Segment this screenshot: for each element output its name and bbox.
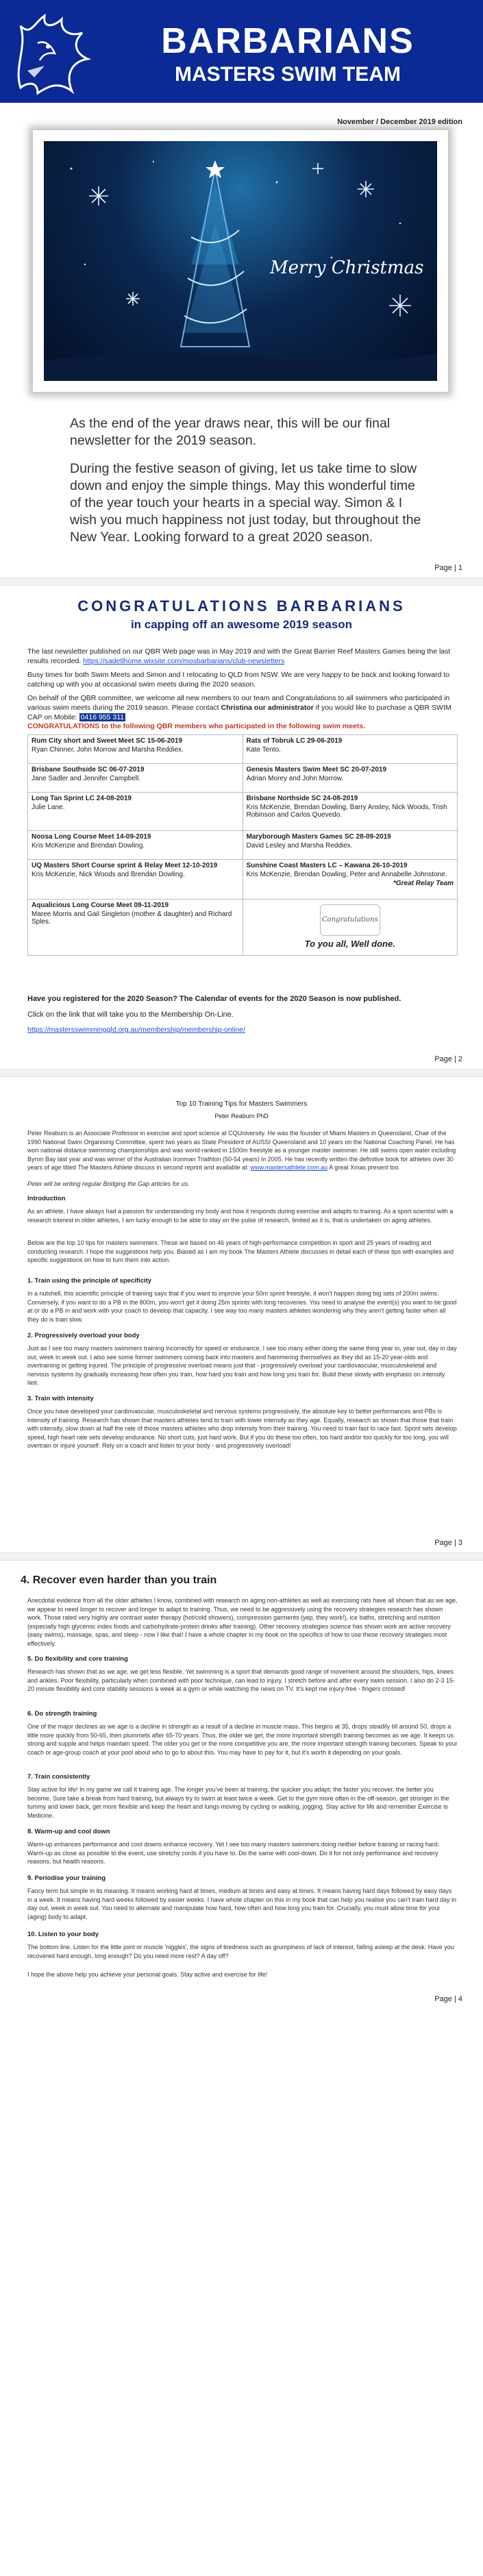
tip-3-text: Once you have developed your cardiovascular, musculoskeletal and nervous systems progressively, the absolute key to better performances and PBs is intensity of training. Research has shown that masters athletes tend to train with lower intensity as they age. Equally, research as shown that those that train with intensity, slow down at half the rate of those masters athletes who drop intensity from their training. You need to train fast to race fast. Sprint sets develop speed, high heart rate sets develop endurance. No short cuts, just hard work. But if you do these too often, too hard and/or too quickly for too long, you will overtrain or injure yourself. Rely on a coach and listen to your body - and progressively overload! bbox=[27, 1408, 457, 1449]
article-title: Top 10 Training Tips for Masters Swimmers bbox=[175, 1100, 308, 1108]
phone-number: 0416 955 311 bbox=[80, 713, 125, 721]
meet-title: Sunshine Coast Masters LC – Kawana 26-10-2019 bbox=[246, 862, 408, 869]
introduction-paragraph-2: Below are the top 10 tips for masters swimmers. These are based on 46 years of high-performance competition in sport and 25 years of reading and conducting research. I hope the suggestions help you. Biased as I am my book The Masters Athlete discusses in detail each of these tips with examples and specific suggestions on how to turn them into action. bbox=[27, 1239, 454, 1263]
page-number-3: Page | 3 bbox=[434, 1539, 462, 1547]
tip-10-heading: 10. Listen to your body bbox=[27, 1931, 99, 1938]
tip-6-heading: 6. Do strength training bbox=[27, 1710, 97, 1718]
page-number-4: Page | 4 bbox=[434, 1995, 462, 2003]
merry-christmas-text: Merry Christmas bbox=[270, 258, 424, 278]
meet-cell bbox=[28, 860, 243, 900]
tip-6-text: One of the major declines as we age is a decline in strength as a result of a decline in muscle mass. This begins at 35, drops steadily till around 50, drops a little more quickly from 50-65, then plummets after 65-70 years. Thus, the older we get, the more important strength training becomes as we age. It keeps us strong and supple and helps maintain speed. The older you get or the more competitive you are, the more important strength training becomes. Speak to your coach or age-group coach at your pool about who to go to about this. You may have to pay for it, but it's worth it depending on your goals. bbox=[27, 1723, 458, 1756]
meet-swimmers: Kris McKenzie and Brendan Dowling. bbox=[32, 842, 145, 850]
closing-line: I hope the above help you achieve your personal goals. Stay active and exercise for life! bbox=[27, 1971, 268, 1978]
meet-swimmers: Maree Morris and Gail Singleton (mother & daughter) and Richard Sples. bbox=[32, 911, 232, 926]
congratulations-title: CONGRATULATIONS BARBARIANS bbox=[77, 597, 406, 615]
welcome-paragraph: On behalf of the QBR committee, we welcome all new members to our team and Congratulations to all swimmers who participated in various swim meets during the 2019 season. Please contact Christina our administrator if you would like to purchase a QBR SWIM CAP on Mobile: 0416 955 311 bbox=[27, 694, 451, 721]
meet-swimmers: David Lesley and Marsha Reddiex. bbox=[246, 842, 353, 850]
tip-5-heading: 5. Do flexibility and core training bbox=[27, 1655, 128, 1663]
tip-10-text: The bottom line. Listen for the little joint or muscle 'niggles', the signs of tiredness such as grumpiness of lack of interest, falling asleep at the desk. Have you recovered hard enough, long enough? Do you need more rest? A day off? bbox=[27, 1944, 454, 1959]
meet-cell bbox=[28, 831, 243, 860]
meet-cell bbox=[243, 793, 458, 831]
table-row bbox=[28, 860, 458, 900]
meet-title: UQ Masters Short Course sprint & Relay Meet 12-10-2019 bbox=[32, 862, 218, 869]
relay-note: *Great Relay Team bbox=[393, 880, 454, 887]
tip-9-text: Fancy term but simple in its meaning. It means working hard at times, medium at times and easy at times. It means having hard days followed by easy days in a week. It means having hard weeks followed by easier weeks. I have whole chapter on this in my book that can help you realise you can't train hard day in day out, week in week out. You need to alternate and manipulate how hard, how often and how long you train for. Crucially, you must allow time for your (aging) body to adapt. bbox=[27, 1887, 457, 1920]
well-done-text: To you all, Well done. bbox=[304, 939, 395, 949]
registration-subtext: Click on the link that will take you to the Membership On-Line. bbox=[27, 1011, 234, 1019]
tip-1-heading: 1. Train using the principle of specificity bbox=[27, 1277, 152, 1285]
meet-title: Brisbane Northside SC 24-08-2019 bbox=[246, 795, 358, 802]
meet-swimmers: Jane Sadler and Jennifer Campbell. bbox=[32, 775, 140, 782]
header-title: BARBARIANS bbox=[161, 21, 414, 61]
author-bio: Peter Reaburn is an Associate Professor in exercise and sport science at CQUniversity. He was the founder of Miami Masters in Queensland, Chair of the 1990 National Swim Organising Committee, spent two years as State President of AUSSI Queensland and 10 years on the National Coaching Panel. He has won national distance swimming championships and was world-ranked in 1500m freestyle as a younger master swimmer. He still swims open water including Byron Bay last year and was winner of the Australian Ironman Triathlon (50-54 years) in 2005. He has recently written the definitive book for athletes over 30 years of age titled The Masters Athlete discuss in second reprint and available at: www.mastersathlete.com.au A great Xmas present too. bbox=[27, 1130, 456, 1171]
newsletter-paragraph: The last newsletter published on our QBR Web page was in May 2019 and with the Great Barrier Reef Masters Games being the last results recorded. https://sadetlhome.wixsite.com/mosbarbarians/club-newsletters bbox=[27, 647, 451, 665]
tip-1-text: In a nutshell, this scientific principle of training says that if you want to improve your 50m sprint freestyle, it won't happen doing big sets of 200m swims. Conversely, if you want to do a PB in the 800m, you won't get it doing 25m sprints with long recoveries. You need to analyse the event(s) you want to be good at or do a PB in and work with your coach to develop that capacity. I see way too many masters athletes wondering why they aren't getting faster when all they do is train slow. bbox=[27, 1290, 457, 1323]
introduction-heading: Introduction bbox=[27, 1195, 66, 1202]
meet-title: Long Tan Sprint LC 24-08-2019 bbox=[32, 795, 132, 802]
membership-online-link[interactable]: https://mastersswimmingqld.org.au/membership/membership-online/ bbox=[27, 1026, 246, 1034]
meet-title: Genesis Masters Swim Meet SC 20-07-2019 bbox=[246, 766, 387, 773]
tip-8-heading: 8. Warm-up and cool down bbox=[27, 1828, 110, 1835]
meet-swimmers: Kris McKenzie, Brendan Dowling, Peter and Annabelle Johnstone. bbox=[246, 871, 447, 878]
intro-paragraph-1: As the end of the year draws near, this will be our final newsletter for the 2019 season. bbox=[70, 416, 391, 448]
registration-heading: Have you registered for the 2020 Season? The Calendar of events for the 2020 Season is now published. bbox=[27, 995, 401, 1003]
meet-title: Rum City short and Sweet Meet SC 15-06-2019 bbox=[32, 737, 183, 745]
tip-2-heading: 2. Progressively overload your body bbox=[27, 1332, 140, 1339]
congratulations-badge-cell bbox=[243, 900, 458, 956]
meet-swimmers: Kris McKenzie, Brendan Dowling, Barry Anstey, Nick Woods, Trish Robinson and Carlos Quevedo. bbox=[246, 804, 447, 819]
header-subtitle: MASTERS SWIM TEAM bbox=[175, 63, 401, 86]
table-row bbox=[28, 793, 458, 831]
meet-cell bbox=[28, 793, 243, 831]
tip-7-heading: 7. Train consistently bbox=[27, 1773, 90, 1781]
meet-title: Noosa Long Course Meet 14-09-2019 bbox=[32, 833, 151, 841]
table-row bbox=[28, 735, 458, 764]
meet-swimmers: Adrian Morey and John Morrow. bbox=[246, 775, 344, 782]
table-row bbox=[28, 831, 458, 860]
tip-2-text: Just as I see too many masters swimmers training incorrectly for speed or endurance, I see too many either doing the same thing year in, year out, day in day out, week in week out. I also see some former swimmers coming back into masters and hammering themselves as they did as 15-20 year-olds and overtraining or getting injured. The principle of progressive overload means just that - progressively overload your cardiovascular, musculoskeletal and nervous systems by gradually increasing how often you train, how hard you train and how long you train for. Build these slowly with emphasis on intensity last. bbox=[27, 1345, 457, 1386]
edition-label: November / December 2019 edition bbox=[337, 118, 462, 126]
page-break bbox=[0, 578, 483, 586]
bridging-gap-note: Peter will be writing regular Bridging the Gap articles for us. bbox=[27, 1180, 190, 1187]
swim-meets-table bbox=[27, 734, 458, 956]
tip-4-text: Anecdotal evidence from all the older athletes I know, combined with research on aging non-athletes as well as exercising rats have all shown that as we age, we appear to need longer to recover and longer to adapt to training. Thus, we need to be aggressively using the recovery strategies research has shown work. Those rated very highly are contrast water therapy (hot/cold showers), compression garments (yep, they work!), ice baths, stretching and nutrition (especially high glycemic index foods and carbohydrate-protein drinks after training). Other recovery strategies science has shown work are active recovery (easy swims), massage, spas, and sleep - now I like that! I have a whole chapter in my book on the specifics of how to use these recovery strategies most effectively. bbox=[27, 1597, 458, 1647]
meet-cell bbox=[28, 900, 243, 956]
meet-title: Maryborough Masters Games SC 28-09-2019 bbox=[246, 833, 391, 841]
relocation-paragraph: Busy times for both Swim Meets and Simon and I relocating to QLD from NSW. We are very happy to be back and looking forward to catching up with you at occasional swim meets during the 2020 season. bbox=[27, 671, 450, 689]
tip-8-text: Warm-up enhances performance and cool downs enhance recovery. Yet I see too many masters swimmers doing neither before training or racing hard. Warm-up as close as possible to the event, use stretchy cords if you have to. Do the same with cool-down. Do it for not only performance and recovery reasons, but health reasons. bbox=[27, 1841, 440, 1865]
congrats-heading: CONGRATULATIONS to the following QBR members who participated in the following swim meets. bbox=[27, 722, 366, 730]
header-banner bbox=[0, 0, 483, 103]
meet-cell bbox=[28, 735, 243, 764]
page-number-1: Page | 1 bbox=[434, 564, 462, 572]
meet-cell bbox=[243, 764, 458, 793]
club-newsletters-link[interactable]: https://sadetlhome.wixsite.com/mosbarbarians/club-newsletters bbox=[83, 657, 285, 665]
introduction-paragraph-1: As an athlete, I have always had a passion for understanding my body and how it responds during exercise and adapts to training. As a sport scientist with a research interest in older athletes, I am lucky enough to be able to stay on the pulse of research, limited as it is, that is undertaken on aging athletes. bbox=[27, 1208, 454, 1224]
meet-cell bbox=[243, 735, 458, 764]
christmas-card-image bbox=[33, 130, 448, 392]
meet-swimmers: Ryan Chinner, John Morrow and Marsha Reddiex. bbox=[32, 746, 184, 754]
meet-cell bbox=[243, 860, 458, 900]
tip-9-heading: 9. Periodise your training bbox=[27, 1874, 106, 1882]
tip-5-text: Research has shown that as we age, we get less flexible. Yet swimming is a sport that demands good range of movement around the shoulders, hips, knees and ankles. Poor flexibility, particularly when combined with poor technique, can lead to injury. I stretch before and after every swim session. I also do 2-3 15-20 minute flexibility and core stability sessions a week at a gym or while watching the news on TV. It's kept me injury-free - fingers crossed! bbox=[27, 1668, 455, 1692]
meet-title: Rats of Tobruk LC 29-06-2019 bbox=[246, 737, 343, 745]
masters-athlete-link[interactable]: www.mastersathlete.com.au bbox=[250, 1164, 328, 1171]
meet-cell bbox=[28, 764, 243, 793]
meet-swimmers: Kate Tento. bbox=[246, 746, 281, 754]
table-row bbox=[28, 764, 458, 793]
page-break bbox=[0, 1069, 483, 1077]
page-number-2: Page | 2 bbox=[434, 1055, 462, 1063]
meet-swimmers: Julie Lane. bbox=[32, 804, 65, 811]
congratulations-badge: Congratulations bbox=[320, 904, 380, 936]
table-row bbox=[28, 900, 458, 956]
congratulations-subtitle: in capping off an awesome 2019 season bbox=[130, 618, 353, 631]
page-break bbox=[0, 1552, 483, 1561]
meet-cell bbox=[243, 831, 458, 860]
tip-7-text: Stay active for life! In my game we call it training age. The longer you've been at training, the quicker you adapt; the faster you recover, the better you become. Sure take a break from hard training, but always try to swim at least twice a week. Get to the gym more often in the off-season, get stronger in the tummy and lower back, get more flexible and keep the heart and lungs moving by cycling or walking, jogging. Stay active for life and remember Exercise is Medicine. bbox=[27, 1786, 449, 1819]
meet-title: Aqualicious Long Course Meet 09-11-2019 bbox=[32, 902, 169, 909]
intro-paragraph-2: During the festive season of giving, let us take time to slow down and enjoy the simple things. May this wonderful time of the year touch your hearts in a special way. Simon & I wish you much happiness not just today, but throughout the New Year. Looking forward to a great 2020 season. bbox=[70, 461, 421, 545]
tip-3-heading: 3. Train with intensity bbox=[27, 1395, 94, 1402]
dragon-logo-icon bbox=[7, 5, 96, 98]
tip-4-heading: 4. Recover even harder than you train bbox=[21, 1574, 217, 1586]
article-author: Peter Reaburn PhD bbox=[214, 1113, 269, 1119]
meet-title: Brisbane Southside SC 06-07-2019 bbox=[32, 766, 145, 773]
meet-swimmers: Kris McKenzie, Nick Woods and Brendan Dowling. bbox=[32, 871, 185, 878]
